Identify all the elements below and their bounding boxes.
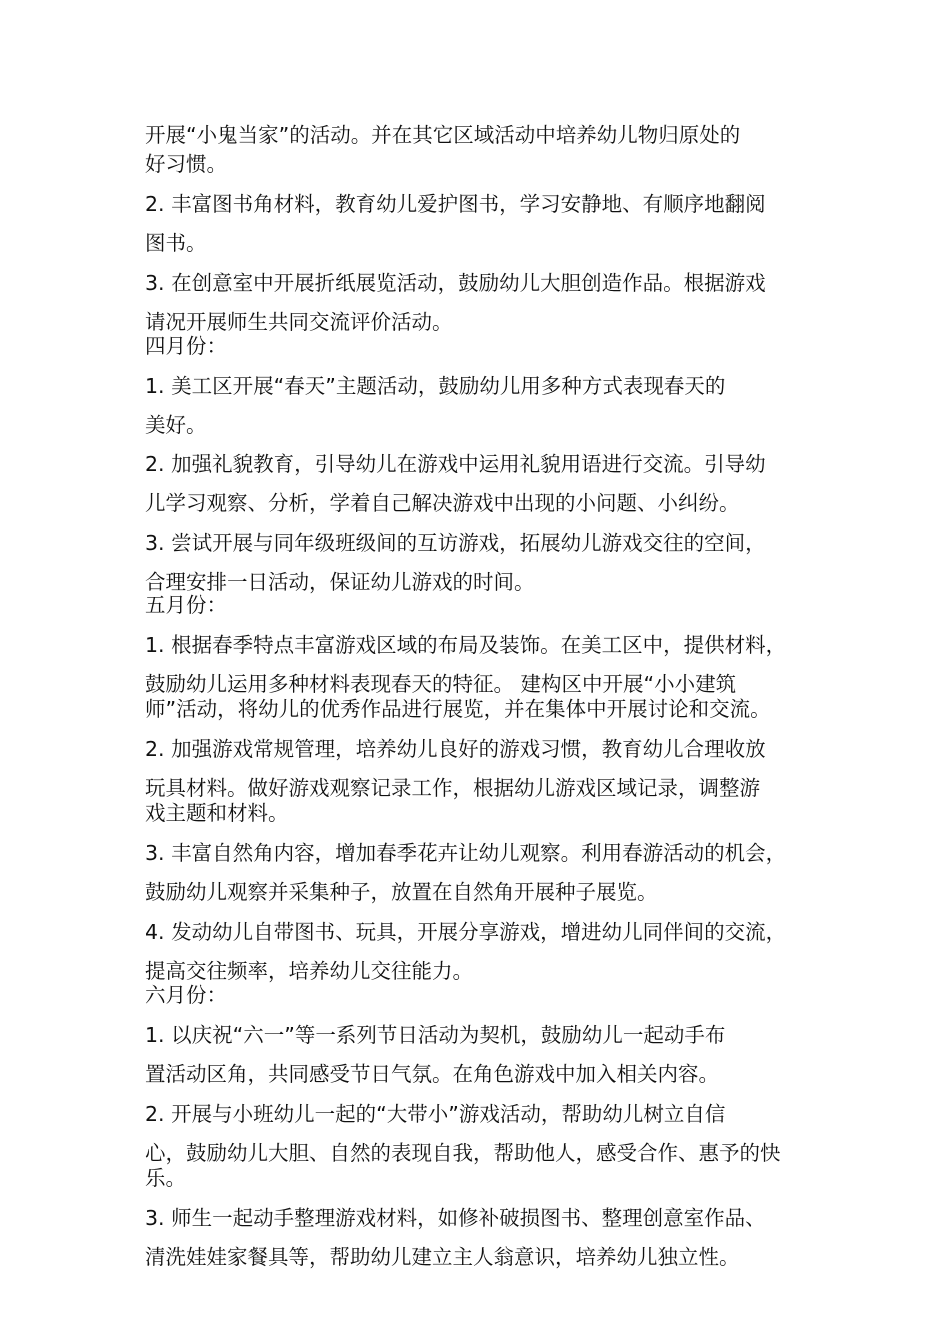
text-line: 合理安排一日活动，保证幼儿游戏的时间。 [145, 570, 535, 594]
text-line: 3. 在创意室中开展折纸展览活动，鼓励幼儿大胆创造作品。根据游戏 [145, 271, 766, 295]
section-heading: 四月份： [145, 334, 227, 358]
text-line: 3. 师生一起动手整理游戏材料，如修补破损图书、整理创意室作品、 [145, 1206, 766, 1230]
text-line: 乐。 [145, 1166, 186, 1190]
text-line: 3. 尝试开展与同年级班级间的互访游戏，拓展幼儿游戏交往的空间， [145, 531, 766, 555]
text-line: 美好。 [145, 413, 207, 437]
text-line: 儿学习观察、分析，学着自己解决游戏中出现的小问题、小纠纷。 [145, 491, 740, 515]
text-line: 请况开展师生共同交流评价活动。 [145, 310, 453, 334]
text-line: 2. 加强礼貌教育，引导幼儿在游戏中运用礼貌用语进行交流。引导幼 [145, 452, 766, 476]
text-line: 图书。 [145, 231, 207, 255]
text-line: 2. 加强游戏常规管理，培养幼儿良好的游戏习惯，教育幼儿合理收放 [145, 737, 766, 761]
text-line: 提高交往频率，培养幼儿交往能力。 [145, 959, 473, 983]
text-line: 清洗娃娃家餐具等，帮助幼儿建立主人翁意识，培养幼儿独立性。 [145, 1245, 740, 1269]
text-line: 玩具材料。做好游戏观察记录工作，根据幼儿游戏区域记录，调整游 [145, 776, 760, 800]
text-line: 1. 以庆祝“六一”等一系列节日活动为契机，鼓励幼儿一起动手布 [145, 1023, 726, 1047]
text-line: 鼓励幼儿观察并采集种子，放置在自然角开展种子展览。 [145, 880, 658, 904]
text-line: 4. 发动幼儿自带图书、玩具，开展分享游戏，增进幼儿同伴间的交流， [145, 920, 787, 944]
section-heading: 五月份： [145, 593, 227, 617]
text-line: 师”活动，将幼儿的优秀作品进行展览，并在集体中开展讨论和交流。 [145, 697, 771, 721]
text-line: 1. 根据春季特点丰富游戏区域的布局及装饰。在美工区中，提供材料， [145, 633, 787, 657]
text-line: 心，鼓励幼儿大胆、自然的表现自我，帮助他人，感受合作、惠予的快 [145, 1141, 781, 1165]
document-body [145, 120, 825, 1272]
text-line: 鼓励幼儿运用多种材料表现春天的特征。 建构区中开展“小小建筑 [145, 672, 737, 696]
text-line: 戏主题和材料。 [145, 801, 289, 825]
text-line: 3. 丰富自然角内容，增加春季花卉让幼儿观察。利用春游活动的机会， [145, 841, 787, 865]
section-heading: 六月份： [145, 983, 227, 1007]
text-line: 1. 美工区开展“春天”主题活动，鼓励幼儿用多种方式表现春天的 [145, 374, 726, 398]
text-line: 2. 开展与小班幼儿一起的“大带小”游戏活动，帮助幼儿树立自信 [145, 1102, 726, 1126]
text-line: 置活动区角，共同感受节日气氛。在角色游戏中加入相关内容。 [145, 1062, 719, 1086]
text-line: 好习惯。 [145, 152, 227, 176]
text-line: 2. 丰富图书角材料，教育幼儿爱护图书，学习安静地、有顺序地翻阅 [145, 192, 766, 216]
text-line: 开展“小鬼当家”的活动。并在其它区域活动中培养幼儿物归原处的 [145, 123, 741, 147]
